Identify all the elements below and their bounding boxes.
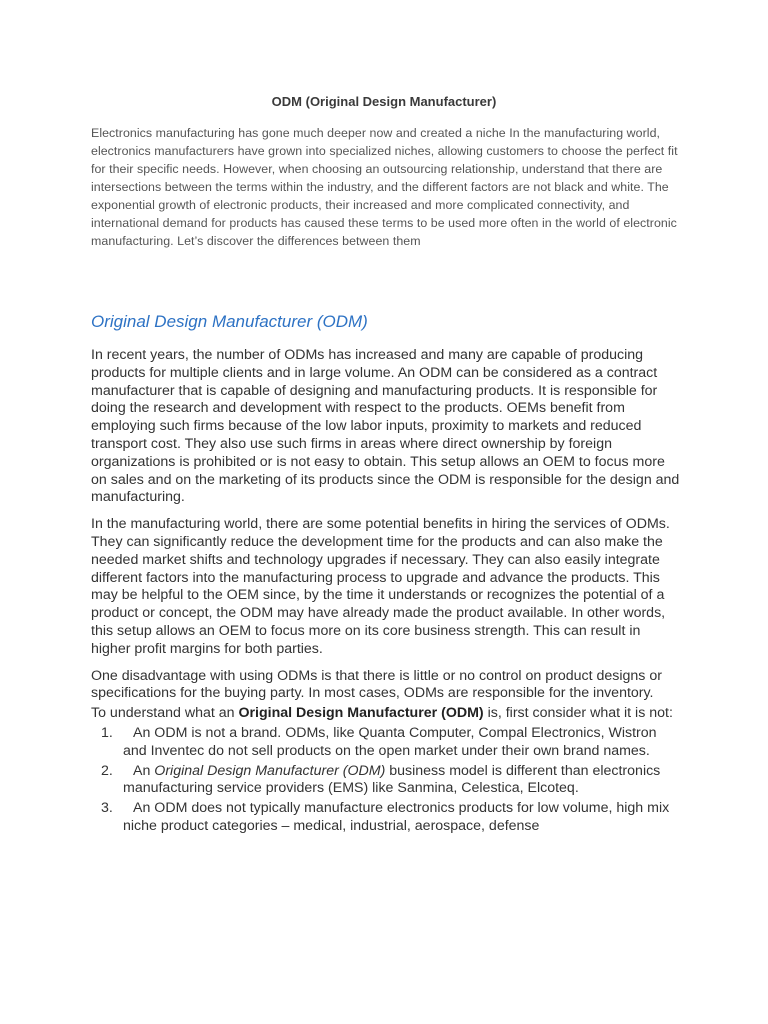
section-heading: Original Design Manufacturer (ODM): [91, 312, 368, 331]
list-item: [91, 725, 681, 761]
understand-bold-term: Original Design Manufacturer (ODM): [238, 705, 484, 722]
paragraph-2: In the manufacturing world, there are some potential benefits in hiring the services of ODMs. They can significantly reduce the development time for the products and can also make the needed market shifts and technology upgrades if necessary. They can also easily integrate different factors into the manufacturing process to upgrade and advance the products. This may be helpful to the OEM since, by the time it understands or recognizes the potential of a product or concept, the ODM may have already made the product available. In other words, this setup allows an OEM to focus more on its core business strength. This can result in higher profit margins for both parties.: [91, 516, 670, 657]
paragraph-3: One disadvantage with using ODMs is that there is little or no control on product designs or specifications for the buying party. In most cases, ODMs are responsible for the inventory.: [91, 667, 662, 702]
list-number: 3.: [101, 800, 113, 817]
list-item-suffix: business model is different than electronics manufacturing service providers (EMS) like Sanmina, Celestica, Elcoteq.: [123, 762, 661, 797]
document-title: ODM (Original Design Manufacturer): [271, 94, 497, 109]
understand-prefix: To understand what an: [91, 705, 239, 722]
intro-text: Electronics manufacturing has gone much deeper now and created a niche In the manufacturing world, electronics manufacturers have grown into specialized niches, allowing customers to choose the perfect fit for their specific needs. However, when choosing an outsourcing relationship, understand that there are intersections between the terms within the industry, and the different factors are not black and white. The exponential growth of electronic products, their increased and more complicated connectivity, and international demand for products has caused these terms to be used more often in the world of electronic manufacturing. Let’s discover the differences between them: [91, 126, 678, 248]
understand-suffix: is, first consider what it is not:: [483, 705, 673, 722]
paragraph-1: In recent years, the number of ODMs has increased and many are capable of producing products for multiple clients and in large volume. An ODM can be considered as a contract manufacturer that is capable of designing and manufacturing products. It is responsible for doing the research and development with respect to the products. OEMs benefit from employing such firms because of the low labor inputs, proximity to markets and reduced transport cost. They also use such firms in areas where direct ownership by foreign organizations is prohibited or is not easy to obtain. This setup allows an OEM to focus more on sales and on the marketing of its products since the ODM is responsible for the design and manufacturing.: [91, 347, 680, 506]
list-number: 2.: [101, 762, 113, 779]
article-body: [91, 347, 681, 838]
list-item: [91, 763, 681, 799]
list-item: [91, 800, 681, 836]
list-item-text: An ODM does not typically manufacture electronics products for low volume, high mix niche product categories – medical, industrial, aerospace, defense: [123, 800, 670, 834]
list-number: 1.: [101, 724, 113, 741]
list-item-prefix: An: [133, 762, 155, 779]
understand-paragraph: [91, 705, 681, 723]
list-item-italic-term: Original Design Manufacturer (ODM): [154, 762, 386, 779]
intro-paragraph: [91, 124, 681, 250]
not-list: [91, 725, 681, 836]
list-item-text: An ODM is not a brand. ODMs, like Quanta Computer, Compal Electronics, Wistron and Inventec do not sell products on the open market under their own brand names.: [123, 724, 657, 759]
